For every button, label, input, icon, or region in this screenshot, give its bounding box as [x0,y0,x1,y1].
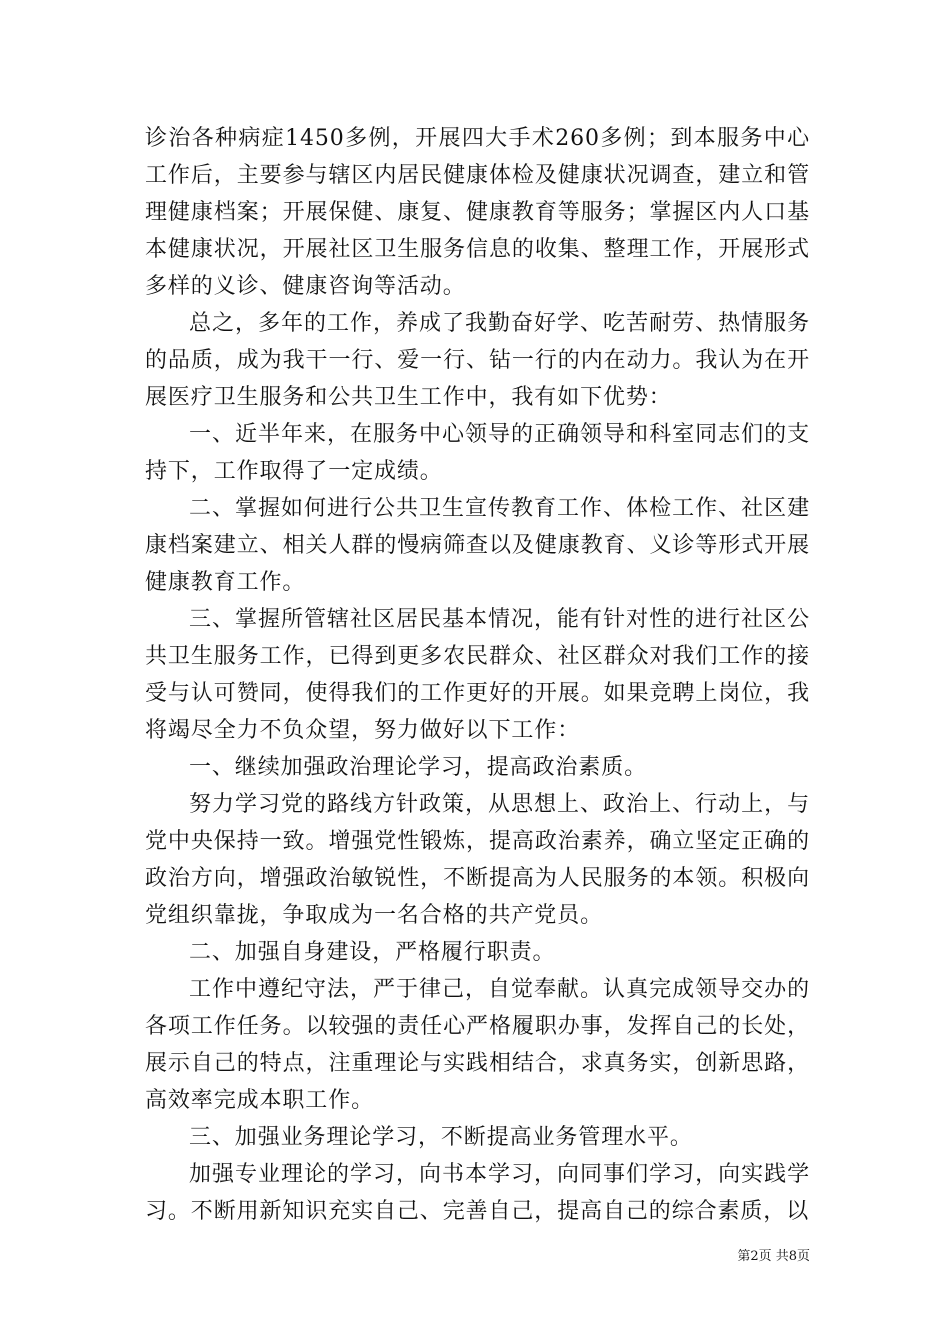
page-number: 第2页 共8页 [737,1249,810,1264]
paragraph-4: 二、掌握如何进行公共卫生宣传教育工作、体检工作、社区建康档案建立、相关人群的慢病筛查以及健康教育、义诊等形式开展健康教育工作。 [145,496,810,595]
paragraph-8: 加强专业理论的学习，向书本学习，向同事们学习，向实践学习。不断用新知识充实自己、完善自己，提高自己的综合素质，以 [145,1162,810,1224]
section-heading-2: 二、加强自身建设，严格履行职责。 [189,940,556,965]
paragraph-1: 诊治各种病症1450多例，开展四大手术260多例；到本服务中心工作后，主要参与辖区内居民健康体检及健康状况调查，建立和管理健康档案；开展保健、康复、健康教育等服务；掌握区内人口基本健康状况，开展社区卫生服务信息的收集、整理工作，开展形式多样的义诊、健康咨询等活动。 [145,126,810,299]
paragraph-3: 一、近半年来，在服务中心领导的正确领导和科室同志们的支持下，工作取得了一定成绩。 [145,422,810,484]
paragraph-7: 工作中遵纪守法，严于律己，自觉奉献。认真完成领导交办的各项工作任务。以较强的责任心严格履职办事，发挥自己的长处，展示自己的特点，注重理论与实践相结合，求真务实，创新思路，高效率完成本职工作。 [145,977,810,1113]
paragraph-2: 总之，多年的工作，养成了我勤奋好学、吃苦耐劳、热情服务的品质，成为我干一行、爱一行、钻一行的内在动力。我认为在开展医疗卫生服务和公共卫生工作中，我有如下优势： [145,311,810,410]
section-heading-3: 三、加强业务理论学习，不断提高业务管理水平。 [189,1125,693,1150]
section-heading-1: 一、继续加强政治理论学习，提高政治素质。 [189,755,648,780]
paragraph-5: 三、掌握所管辖社区居民基本情况，能有针对性的进行社区公共卫生服务工作，已得到更多农民群众、社区群众对我们工作的接受与认可赞同，使得我们的工作更好的开展。如果竞聘上岗位，我将竭尽全力不负众望，努力做好以下工作： [145,607,810,743]
document-body [145,120,810,1230]
paragraph-6: 努力学习党的路线方针政策，从思想上、政治上、行动上，与党中央保持一致。增强党性锻炼，提高政治素养，确立坚定正确的政治方向，增强政治敏锐性，不断提高为人民服务的本领。积极向党组织靠拢，争取成为一名合格的共产党员。 [145,792,810,928]
